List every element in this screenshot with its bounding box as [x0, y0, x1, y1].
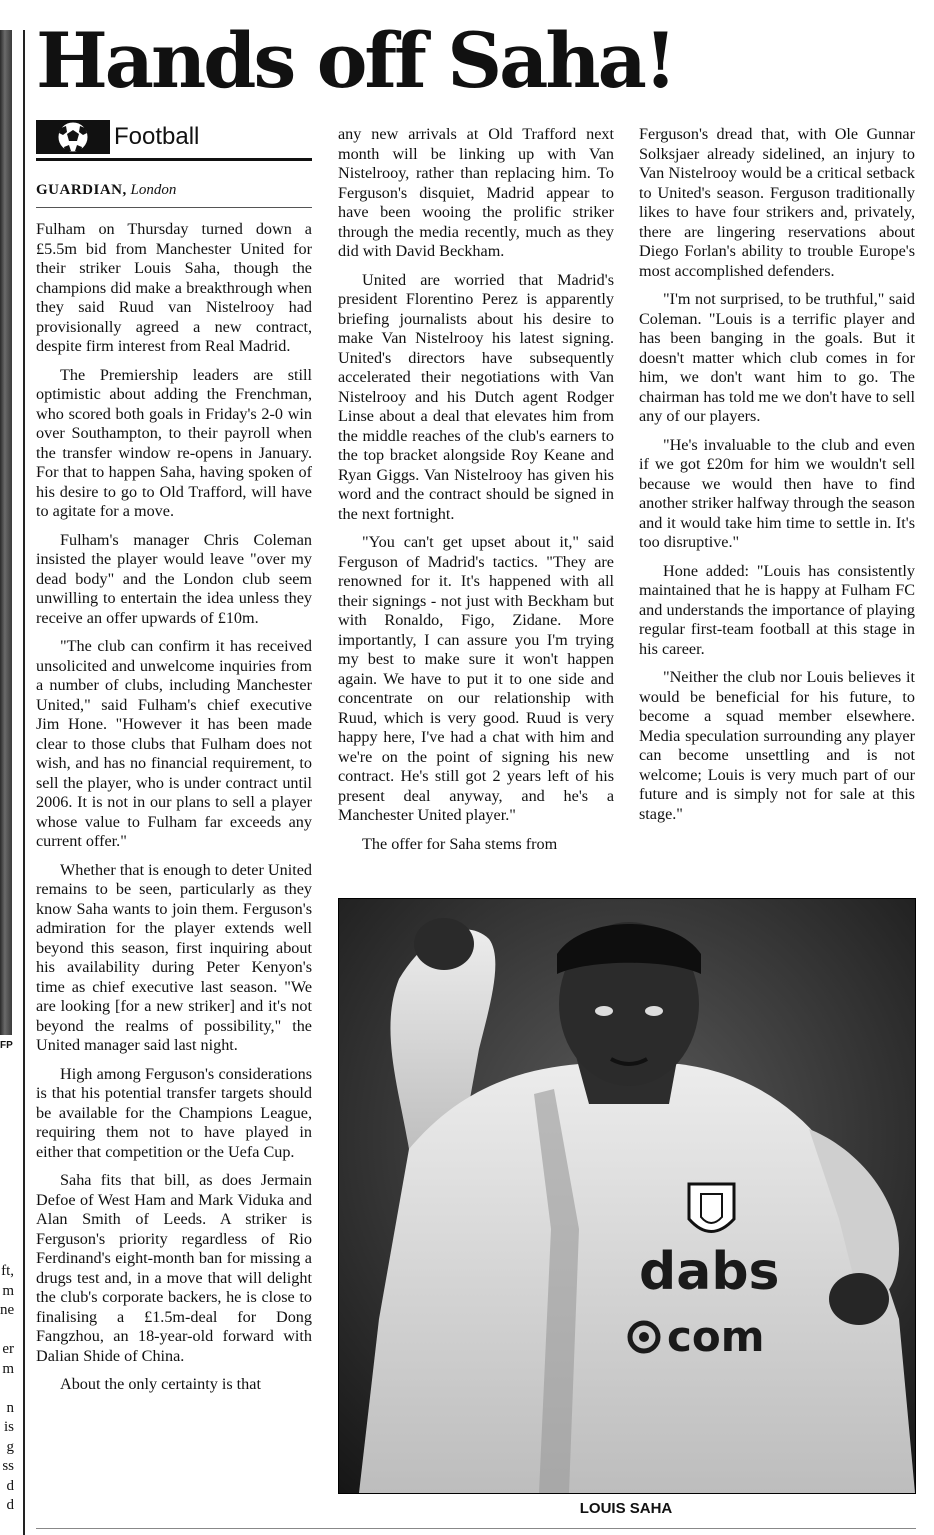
article-paragraph: "I'm not surprised, to be truthful," said Coleman. "Louis is a terrific player and has been banging in the goals. But it doesn't matter which club comes in for him, we don't want him to go. The chairman has told me we don't have to sell any of our players.	[639, 290, 915, 425]
article-paragraph: any new arrivals at Old Trafford next month will be linking up with Van Nistelrooy, rather than replacing him. To Ferguson's disquiet, Madrid appear to have been wooing the prolific striker through the media recently, much as they did with David Beckham.	[338, 125, 614, 260]
headline: Hands off Saha!	[36, 16, 675, 105]
article-paragraph: The Premiership leaders are still optimistic about adding the Frenchman, who scored both goals in Friday's 2-0 win over Southampton, to their payroll when the transfer window re-opens in January. For that to happen Saha, having spoken of his desire to go to Old Trafford, will have to agitate for a move.	[36, 365, 312, 520]
article-paragraph: "Neither the club nor Louis believes it would be beneficial for his future, to become a squad member elsewhere. Media speculation surrounding any player can become unsettling and is not welcome; Louis is very much part of our future and is simply not for sale at this stage."	[639, 668, 915, 823]
article-paragraph: Fulham on Thursday turned down a £5.5m bid from Manchester United for their striker Louis Saha, though the champions did make a breakthrough when they said Ruud van Nistelrooy had provisionally agreed a new contract, despite firm interest from Real Madrid.	[36, 220, 312, 355]
article-column-2	[338, 125, 614, 863]
adjacent-photo-credit: FP	[0, 1040, 13, 1051]
article-column-3	[639, 125, 915, 833]
article-paragraph: Hone added: "Louis has consistently maintained that he is happy at Fulham FC and understands the importance of playing regular first-team football at this stage in his career.	[639, 561, 915, 658]
column-divider	[23, 30, 25, 1535]
page-bottom-rule	[36, 1528, 916, 1529]
article-paragraph: Fulham's manager Chris Coleman insisted the player would leave "over my dead body" and the London club seem unwilling to entertain the idea unless they receive an offer upwards of £10m.	[36, 530, 312, 627]
byline-rule	[36, 207, 312, 208]
article-paragraph: United are worried that Madrid's president Florentino Perez is apparently briefing journalists about his desire to make Van Nistelrooy his latest signing. United's directors have subsequently accelerated their negotiations with Van Nistelrooy and his Dutch agent Rodger Linse about a deal that elevates him from the middle reaches of the club's earners to the top bracket alongside Roy Keane and Ryan Giggs. Van Nistelrooy has given his word and the contract should be signed in the next fortnight.	[338, 270, 614, 523]
section-header	[36, 120, 312, 161]
article-paragraph: High among Ferguson's considerations is that his potential transfer targets should be available for the Champions League, requiring them not to have played in either that competition or the Uefa Cup.	[36, 1064, 312, 1161]
article-paragraph: "The club can confirm it has received unsolicited and unwelcome inquiries from a number of clubs, including Manchester United," said Fulham's chief executive Jim Hone. "However it has been made clear to those clubs that Fulham does not wish, and has no financial requirement, to sell the player, who is under contract until 2006. It is not in our plans to sell a player whose value to Fulham far exceeds any current offer."	[36, 637, 312, 850]
shirt-sponsor-line-2: com	[667, 1312, 765, 1361]
article-paragraph: "You can't get upset about it," said Ferguson of Madrid's tactics. "They are renowned for it. It's happened with all their signings - not just with Beckham but with Ronaldo, Figo, Zidane. More importantly, I can assure you I'm trying my best to make sure it won't happen again. We have to put it to one side and concentrate on our relationship with Ruud, which is very good. Ruud is very happy here, I've had a chat with him and we're on the point of signing his new contract. He's still got 2 years left of his present deal anyway, and he's a Manchester United player."	[338, 533, 614, 824]
article-paragraph: Ferguson's dread that, with Ole Gunnar Solksjaer already sidelined, an injury to Van Nistelrooy would be a critical setback to United's season. Ferguson traditionally likes to have four strikers and, privately, there are lingering reservations about Diego Forlan's ability to trouble Europe's most accomplished defenders.	[639, 125, 915, 280]
shirt-sponsor-line-1: dabs	[639, 1242, 780, 1302]
adjacent-page-photo-strip	[0, 30, 12, 1035]
article-paragraph: About the only certainty is that	[60, 1375, 261, 1393]
player-photo	[338, 898, 916, 1494]
football-icon	[36, 120, 110, 154]
article-paragraph: "He's invaluable to the club and even if we got £20m for him we wouldn't sell because we would then have to find another striker halfway through the season and it would take him time to settle in. It's too disruptive."	[639, 435, 915, 551]
byline-source: GUARDIAN,	[36, 182, 127, 198]
article-paragraph: Whether that is enough to deter United remains to be seen, particularly as they know Saha wants to join them. Ferguson's admiration for the player extends well beyond this season, first inquiring about his availability during Peter Kenyon's time as chief executive last season. "We are looking [for a new striker] and it's not beyond the realms of possibility," the United manager said last night.	[36, 860, 312, 1054]
adjacent-text-fragments: ft, m ne er m n is g ss d d	[0, 1263, 15, 1513]
photo-caption: LOUIS SAHA	[579, 1500, 673, 1517]
byline	[36, 182, 176, 199]
article-column-1	[36, 220, 312, 1404]
section-label: Football	[114, 123, 200, 150]
byline-city: London	[130, 182, 177, 198]
article-paragraph: The offer for Saha stems from	[362, 834, 558, 853]
article-paragraph: Saha fits that bill, as does Jermain Defoe of West Ham and Mark Viduka and Alan Smith of Leeds. A striker is Ferguson's priority regardless of Rio Ferdinand's eight-month ban for missing a drugs test and, in a move that will delight the club's corporate backers, he is close to finalising a £1.5m-deal for Dong Fangzhou, an 18-year-old forward with Dalian Shide of China.	[36, 1171, 312, 1365]
player-photo-illustration	[339, 899, 915, 1493]
